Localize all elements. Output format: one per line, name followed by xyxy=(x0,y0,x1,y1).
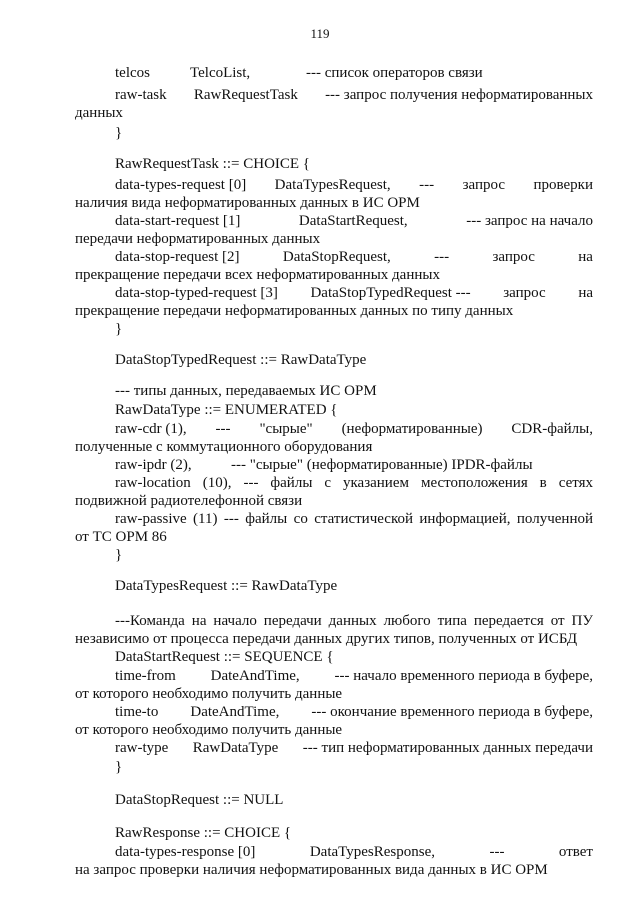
brace-close: } xyxy=(115,759,123,775)
raw-request-task-decl: RawRequestTask ::= CHOICE { xyxy=(115,156,311,172)
enum-item-raw-location: raw-location (10), --- файлы с указанием местоположения в сетях xyxy=(115,475,593,491)
item-word: (неформатированные) xyxy=(341,421,483,437)
choice-item-start-request xyxy=(115,212,593,230)
item-dashes: --- xyxy=(489,844,505,860)
item-name: raw-type xyxy=(115,740,169,756)
item-name: raw-ipdr (2), xyxy=(115,457,192,473)
seq-item-time-from xyxy=(115,667,593,685)
item-name: data-stop-request [2] xyxy=(115,249,240,265)
item-word: запрос xyxy=(492,249,535,265)
item-type: DataStopTypedRequest --- xyxy=(310,285,471,301)
item-word: CDR-файлы, xyxy=(511,421,593,437)
item-name: data-start-request [1] xyxy=(115,213,241,229)
field-raw-task-continuation: данных xyxy=(75,105,123,121)
brace-close: } xyxy=(115,547,123,563)
choice-item-stop-typed-request xyxy=(115,284,593,302)
stop-request-decl: DataStopRequest ::= NULL xyxy=(115,792,284,808)
item-comment: --- запрос на начало xyxy=(466,213,593,229)
choice-item-start-request-cont: передачи неформатированных данных xyxy=(75,231,321,247)
choice-item-stop-typed-request-cont: прекращение передачи неформатированных данных по типу данных xyxy=(75,303,514,319)
item-name: data-types-request [0] xyxy=(115,177,247,193)
field-raw-task-comment: --- запрос получения неформатированных xyxy=(325,87,593,103)
item-type: DateAndTime, xyxy=(190,704,280,720)
field-telcos-name: telcos xyxy=(115,65,150,81)
item-type: DataTypesRequest, xyxy=(274,177,391,193)
item-comment: --- тип неформатированных данных передачи xyxy=(302,740,593,756)
start-request-comment-cont: независимо от процесса передачи данных других типов, полученных от ИСБД xyxy=(75,631,578,647)
item-type: DataTypesResponse, xyxy=(309,844,435,860)
item-name: data-stop-typed-request [3] xyxy=(115,285,278,301)
enum-item-raw-ipdr xyxy=(115,456,593,474)
enum-item-raw-passive: raw-passive (11) --- файлы со статистической информацией, полученной xyxy=(115,511,593,527)
raw-data-type-comment: --- типы данных, передаваемых ИС ОРМ xyxy=(115,383,377,399)
item-comment: --- окончание временного периода в буфере, xyxy=(311,704,593,720)
seq-item-time-from-cont: от которого необходимо получить данные xyxy=(75,686,343,702)
choice-item-types-request-cont: наличия вида неформатированных данных в ИС ОРМ xyxy=(75,195,420,211)
item-comment: --- "сырые" (неформатированные) IPDR-файлы xyxy=(231,457,533,473)
item-word: ответ xyxy=(558,844,593,860)
item-comment: --- начало временного периода в буфере, xyxy=(334,668,593,684)
item-name: raw-cdr (1), xyxy=(115,421,187,437)
item-dashes: --- xyxy=(419,177,435,193)
item-dashes: --- xyxy=(434,249,450,265)
enum-item-raw-cdr-cont: полученные с коммутационного оборудования xyxy=(75,439,373,455)
start-request-comment: ---Команда на начало передачи данных любого типа передается от ПУ xyxy=(115,613,593,629)
enum-item-raw-passive-cont: от ТС ОРМ 86 xyxy=(75,529,167,545)
item-word: запрос xyxy=(462,177,506,193)
start-request-decl: DataStartRequest ::= SEQUENCE { xyxy=(115,649,334,665)
brace-close: } xyxy=(115,321,123,337)
choice-item-types-response-cont: на запрос проверки наличия неформатированных вида данных в ИС ОРМ xyxy=(75,862,548,878)
item-type: DataStopRequest, xyxy=(282,249,391,265)
seq-item-raw-type xyxy=(115,739,593,757)
item-word: проверки xyxy=(533,177,593,193)
stop-typed-request-decl: DataStopTypedRequest ::= RawDataType xyxy=(115,352,367,368)
item-type: RawDataType xyxy=(192,740,279,756)
field-telcos-type: TelcoList, xyxy=(190,65,251,81)
item-type: DateAndTime, xyxy=(210,668,300,684)
item-word: "сырые" xyxy=(259,421,313,437)
choice-item-types-response xyxy=(115,843,593,861)
choice-item-stop-request xyxy=(115,248,593,266)
field-raw-task-line xyxy=(115,86,593,104)
item-word: запрос xyxy=(503,285,546,301)
raw-data-type-decl: RawDataType ::= ENUMERATED { xyxy=(115,402,338,418)
item-name: time-from xyxy=(115,668,176,684)
enum-item-raw-location-cont: подвижной радиотелефонной связи xyxy=(75,493,303,509)
field-telcos-comment: --- список операторов связи xyxy=(306,65,483,81)
choice-item-stop-request-cont: прекращение передачи всех неформатированных данных xyxy=(75,267,440,283)
field-raw-task-type: RawRequestTask xyxy=(193,87,298,103)
enum-item-raw-cdr xyxy=(115,420,593,438)
item-dashes: --- xyxy=(215,421,231,437)
field-raw-task-name: raw-task xyxy=(115,87,167,103)
types-request-decl: DataTypesRequest ::= RawDataType xyxy=(115,578,338,594)
item-word: на xyxy=(578,285,593,301)
brace-close: } xyxy=(115,125,123,141)
item-type: DataStartRequest, xyxy=(298,213,408,229)
item-word: на xyxy=(578,249,593,265)
raw-response-decl: RawResponse ::= CHOICE { xyxy=(115,825,292,841)
choice-item-types-request xyxy=(115,176,593,194)
item-name: time-to xyxy=(115,704,159,720)
seq-item-time-to-cont: от которого необходимо получить данные xyxy=(75,722,343,738)
page-number: 119 xyxy=(310,26,330,41)
seq-item-time-to xyxy=(115,703,593,721)
item-name: data-types-response [0] xyxy=(115,844,256,860)
